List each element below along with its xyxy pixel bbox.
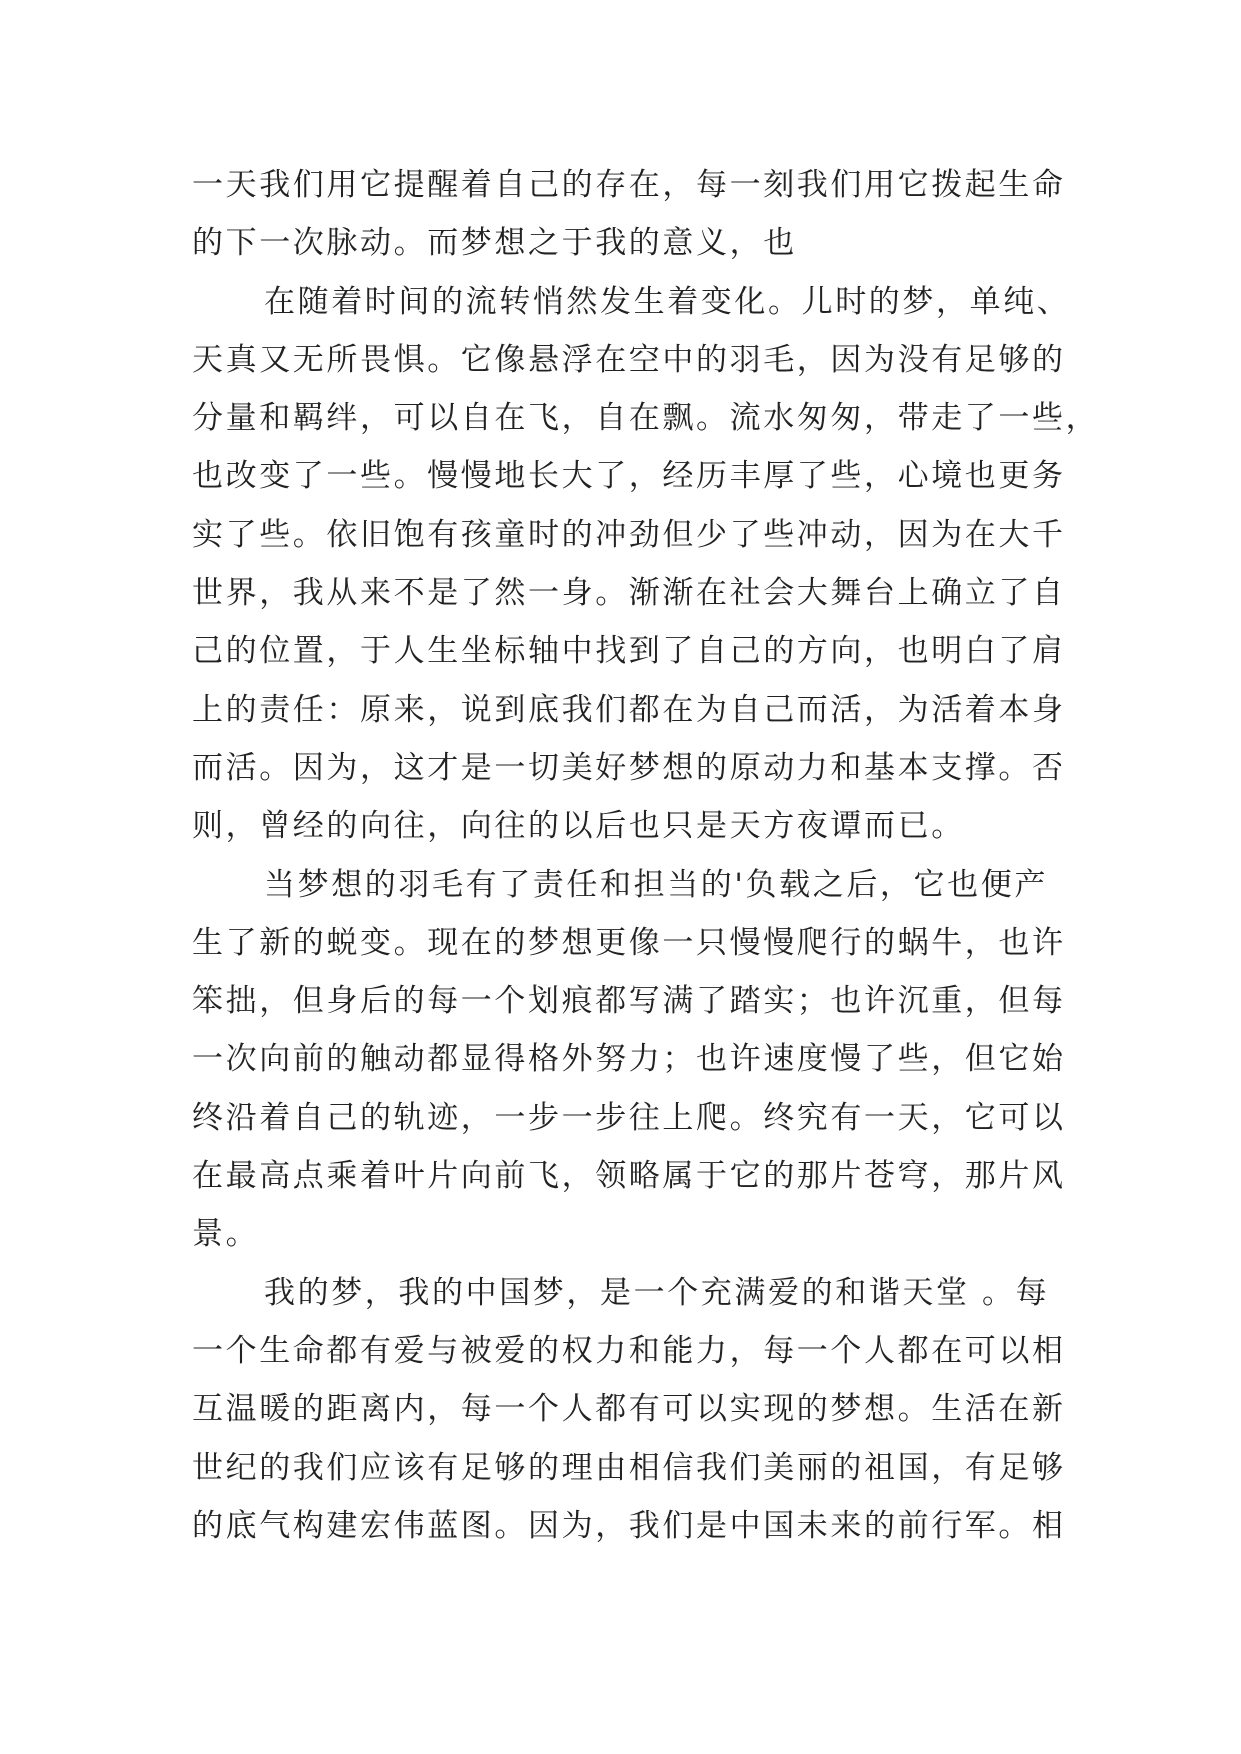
text-line: 在最高点乘着叶片向前飞，领略属于它的那片苍穹，那片风 (192, 1158, 1066, 1195)
paragraph (192, 1264, 1072, 1555)
text-line: 在随着时间的流转悄然发生着变化。儿时的梦，单纯、 (264, 283, 1071, 320)
text-line: 世界，我从来不是了然一身。渐渐在社会大舞台上确立了自 (192, 575, 1066, 612)
text-line: 也改变了一些。慢慢地长大了，经历丰厚了些，心境也更务 (192, 458, 1066, 495)
text-line: 则，曾经的向往，向往的以后也只是天方夜谭而已。 (192, 808, 965, 845)
text-line: 笨拙，但身后的每一个划痕都写满了踏实；也许沉重，但每 (192, 983, 1066, 1020)
text-line: 当梦想的羽毛有了责任和担当的'负载之后，它也便产 (264, 866, 1048, 903)
text-line: 一次向前的触动都显得格外努力；也许速度慢了些，但它始 (192, 1041, 1066, 1078)
text-line: 上的责任：原来，说到底我们都在为自己而活，为活着本身 (192, 691, 1066, 728)
body-text (192, 156, 1100, 1555)
text-line: 互温暖的距离内，每一个人都有可以实现的梦想。生活在新 (192, 1391, 1066, 1428)
text-line: 终沿着自己的轨迹，一步一步往上爬。终究有一天，它可以 (192, 1099, 1066, 1136)
text-line: 生了新的蜕变。现在的梦想更像一只慢慢爬行的蜗牛，也许 (192, 924, 1066, 961)
paragraph (192, 273, 1100, 856)
text-line: 一个生命都有爱与被爱的权力和能力，每一个人都在可以相 (192, 1332, 1066, 1369)
text-line: 天真又无所畏惧。它像悬浮在空中的羽毛，因为没有足够的 (192, 341, 1066, 378)
text-line: 景。 (192, 1216, 260, 1253)
text-line: 的下一次脉动。而梦想之于我的意义，也 (192, 225, 797, 262)
paragraph (192, 156, 1072, 273)
text-line: 己的位置，于人生坐标轴中找到了自己的方向，也明白了肩 (192, 633, 1066, 670)
text-line: 世纪的我们应该有足够的理由相信我们美丽的祖国，有足够 (192, 1449, 1066, 1486)
text-line: 而活。因为，这才是一切美好梦想的原动力和基本支撑。否 (192, 749, 1066, 786)
paragraph (192, 856, 1072, 1264)
text-line: 一天我们用它提醒着自己的存在，每一刻我们用它拨起生命 (192, 167, 1066, 203)
text-line: 的底气构建宏伟蓝图。因为，我们是中国未来的前行军。相 (192, 1507, 1066, 1544)
text-line: 实了些。依旧饱有孩童时的冲劲但少了些冲动，因为在大千 (192, 516, 1066, 553)
text-line: 分量和羁绊，可以自在飞，自在飘。流水匆匆，带走了一些， (192, 400, 1100, 437)
text-line: 我的梦，我的中国梦，是一个充满爱的和谐天堂 。每 (264, 1274, 1050, 1311)
